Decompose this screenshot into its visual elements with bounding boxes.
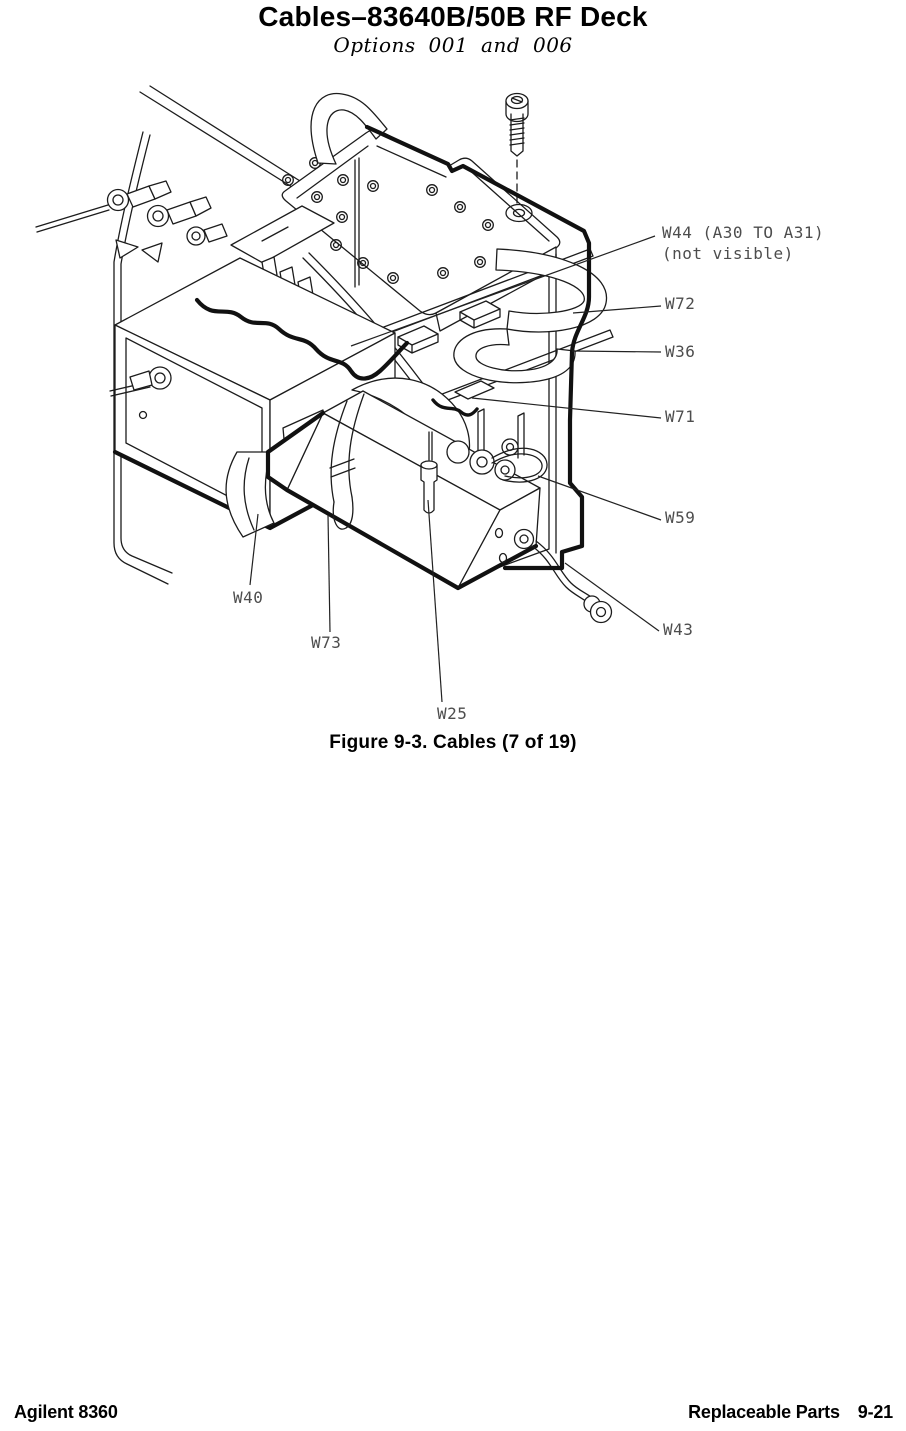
label-w40: W40	[233, 588, 264, 607]
rf-block	[268, 391, 540, 588]
rear-panel-connectors	[36, 181, 227, 262]
label-w25: W25	[437, 704, 468, 723]
wing-toggle	[116, 240, 162, 262]
connector-w43	[515, 530, 612, 623]
figure-caption: Figure 9-3. Cables (7 of 19)	[329, 732, 577, 753]
footer-section: Replaceable Parts	[688, 1402, 840, 1422]
page-footer	[14, 1402, 893, 1423]
label-w44-note: (not visible)	[662, 244, 794, 263]
footer-page-number: 9-21	[857, 1402, 893, 1422]
leader-w71	[472, 398, 661, 418]
label-w36: W36	[665, 342, 696, 361]
label-w43: W43	[663, 620, 694, 639]
mounting-screw	[506, 94, 528, 206]
background-cable	[140, 86, 300, 187]
footer-right	[688, 1402, 893, 1423]
leader-w73	[328, 515, 330, 632]
leader-w36	[572, 351, 661, 352]
page-subtitle: Options 001 and 006	[333, 33, 573, 58]
label-w73: W73	[311, 633, 342, 652]
label-w44: W44 (A30 TO A31)	[662, 223, 825, 242]
ribbon-cable-w36	[454, 329, 575, 383]
label-w59: W59	[665, 508, 696, 527]
page-title: Cables–83640B/50B RF Deck	[258, 1, 648, 32]
label-w71: W71	[665, 407, 696, 426]
footer-product: Agilent 8360	[14, 1402, 118, 1422]
label-w72: W72	[665, 294, 696, 313]
